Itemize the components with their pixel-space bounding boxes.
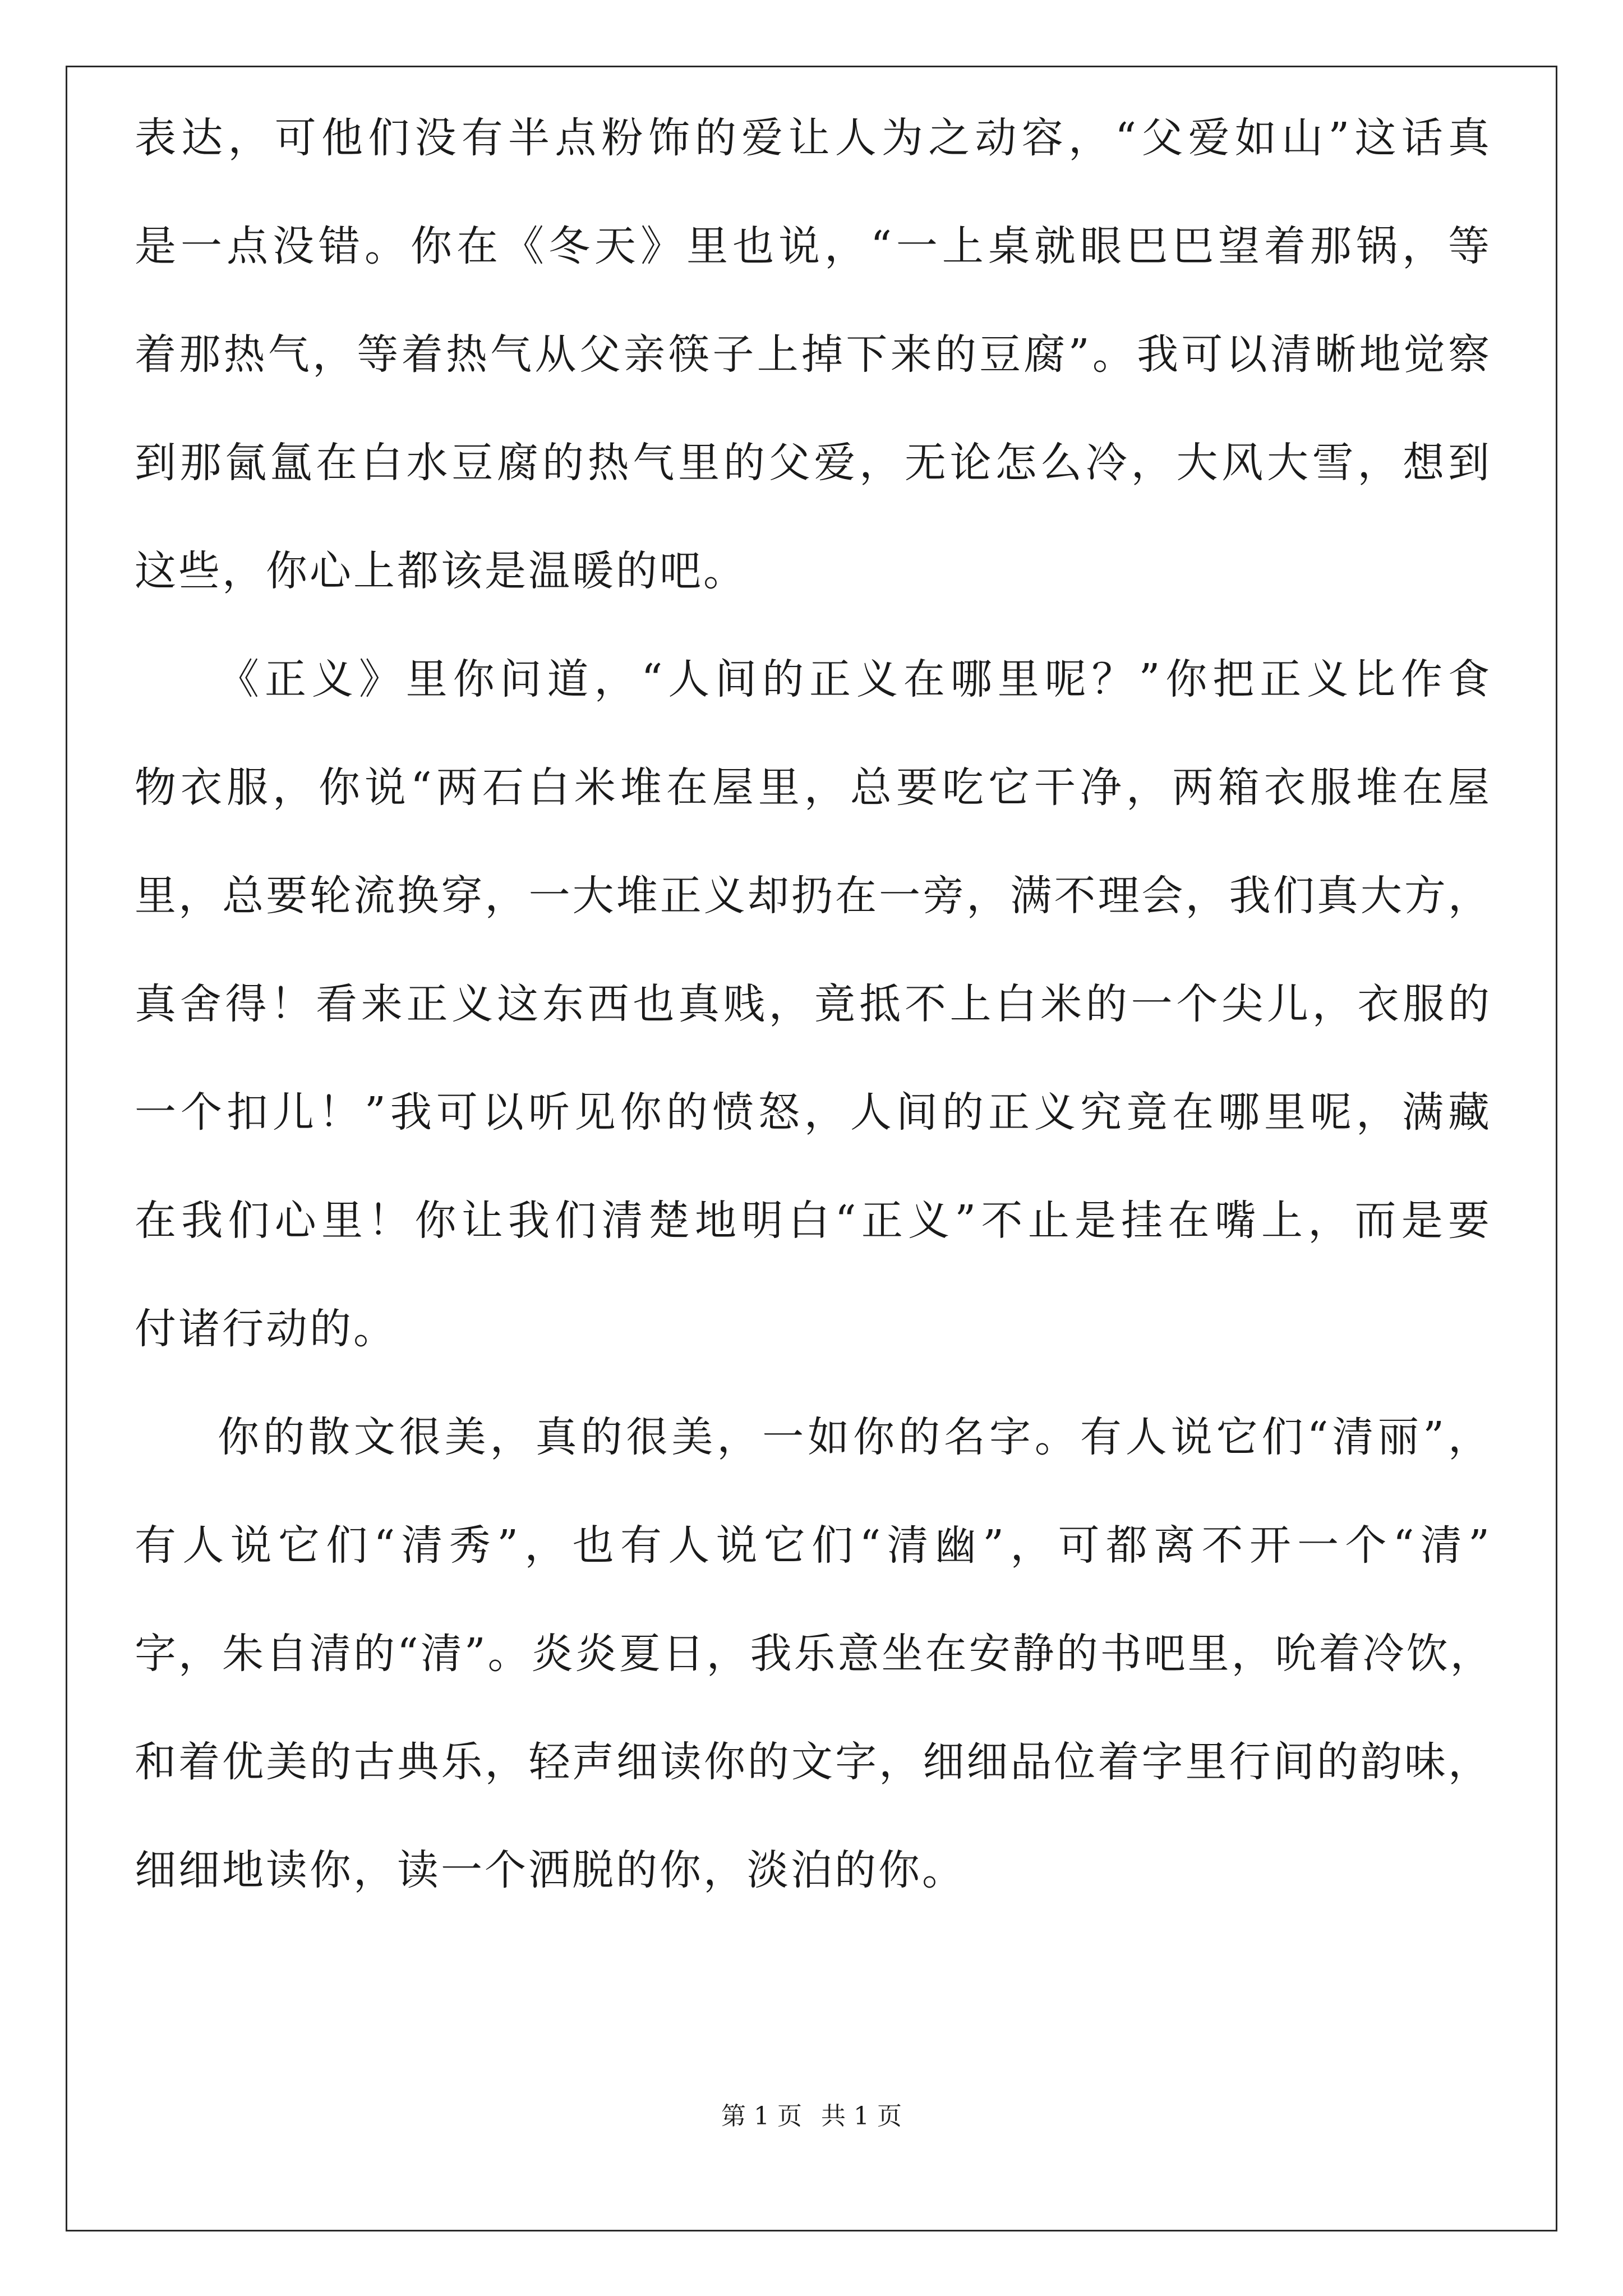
page-number: 第 1 页	[721, 2102, 802, 2131]
paragraph-1-line-1: 表达，可他们没有半点粉饰的爱让人为之动容，“父爱如山”这话真	[135, 114, 1492, 162]
page-footer	[0, 2100, 1623, 2133]
paragraph-3-line-4: 和着优美的古典乐，轻声细读你的文字，细细品位着字里行间的韵味，	[135, 1738, 1492, 1786]
paragraph-1-line-5: 这些，你心上都该是温暖的吧。	[135, 547, 747, 595]
paragraph-3-line-1: 你的散文很美，真的很美，一如你的名字。有人说它们“清丽”，	[218, 1413, 1492, 1461]
paragraph-2-line-3: 里，总要轮流换穿，一大堆正义却扔在一旁，满不理会，我们真大方，	[135, 872, 1492, 920]
paragraph-3-line-5: 细细地读你，读一个洒脱的你，淡泊的你。	[135, 1846, 966, 1894]
paragraph-3-line-3: 字，朱自清的“清”。炎炎夏日，我乐意坐在安静的书吧里，吮着冷饮，	[135, 1630, 1494, 1678]
page-total: 共 1 页	[821, 2102, 902, 2131]
paragraph-2-line-1: 《正义》里你问道，“人间的正义在哪里呢？”你把正义比作食	[218, 655, 1492, 703]
paragraph-2-line-5: 一个扣儿！”我可以听见你的愤怒，人间的正义究竟在哪里呢，满藏	[135, 1088, 1492, 1137]
paragraph-1-line-4: 到那氤氲在白水豆腐的热气里的父爱，无论怎么冷，大风大雪，想到	[135, 439, 1492, 487]
paragraph-2-line-4: 真舍得！看来正义这东西也真贱，竟抵不上白米的一个尖儿，衣服的	[135, 980, 1492, 1028]
paragraph-2-line-6: 在我们心里！你让我们清楚地明白“正义”不止是挂在嘴上，而是要	[135, 1197, 1492, 1245]
paragraph-2-line-7: 付诸行动的。	[135, 1305, 397, 1353]
document-body	[135, 84, 1492, 1925]
paragraph-1-line-3: 着那热气，等着热气从父亲筷子上掉下来的豆腐”。我可以清晰地觉察	[135, 330, 1492, 379]
paragraph-3-line-2: 有人说它们“清秀”，也有人说它们“清幽”，可都离不开一个“清”	[135, 1521, 1492, 1570]
paragraph-1-line-2: 是一点没错。你在《冬天》里也说，“一上桌就眼巴巴望着那锅，等	[135, 222, 1492, 270]
paragraph-2-line-2: 物衣服，你说“两石白米堆在屋里，总要吃它干净，两箱衣服堆在屋	[135, 763, 1492, 812]
